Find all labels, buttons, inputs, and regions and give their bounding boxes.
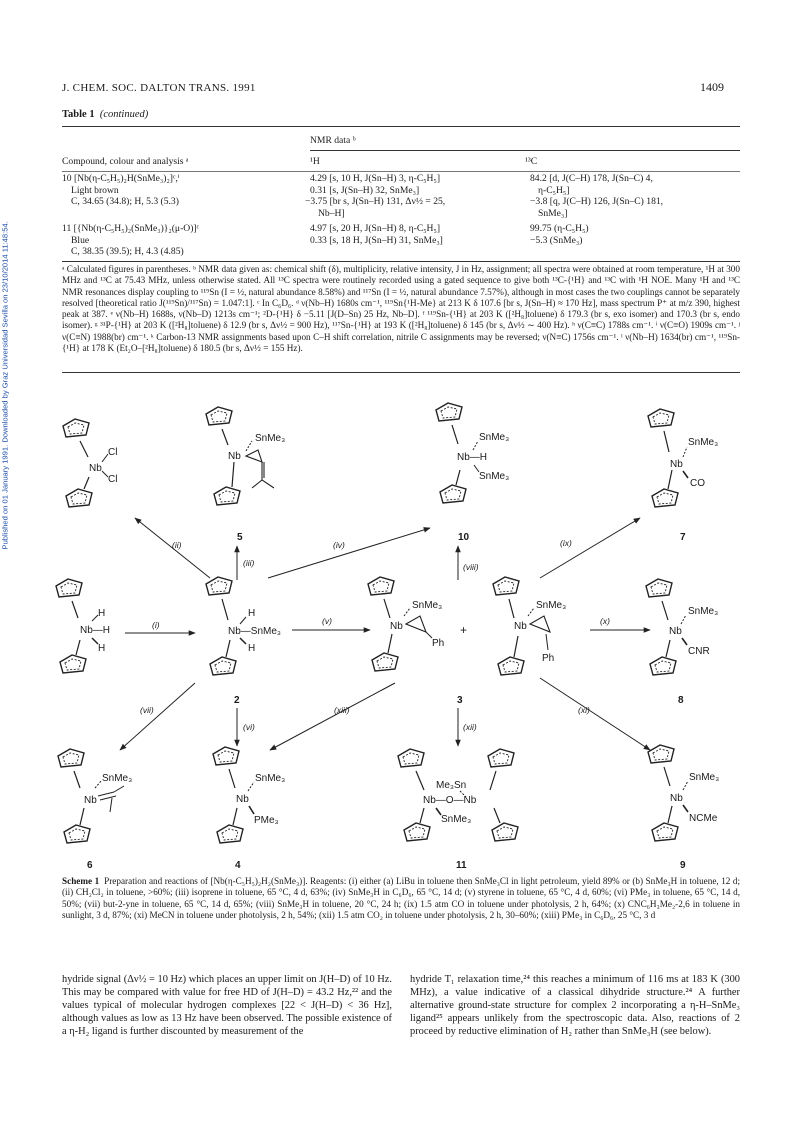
arrow-label-i: (i) [152, 620, 160, 630]
compound-formula: 10 [Nb(η-C₅H₅)₂H(SnMe₃)₂]ᶜ,ⁱ [62, 173, 180, 184]
table-row-11-1h [310, 223, 520, 246]
snme3-label: SnMe₃ [255, 433, 286, 444]
arrow-vii [120, 683, 195, 750]
body-column-left: hydride signal (Δν½ = 10 Hz) which places an upper limit on J(H–D) of 10 Hz. This may be compared with value for free HD of J(H–D) = 43.2 Hz,²² and the values typical of molecular hydrogen complexes [22 < J(H–D) < 36 Hz], although values as low as 13 Hz have been observed. The possible existence of a η-H₂ ligand is further discounted by measurement of the [62, 974, 392, 1037]
arrow-label-viii: (viii) [463, 562, 479, 572]
plus-sign: + [460, 623, 468, 637]
arrow-xi [540, 678, 650, 750]
arrow-label-x: (x) [600, 616, 610, 626]
compound-10 [436, 403, 509, 543]
compound-6 [58, 749, 132, 871]
cnr-label: CNR [688, 646, 710, 657]
body-column-right: hydride T₁ relaxation time,²⁴ this reaches a minimum of 116 ms at 183 K (300 MHz), a value indicative of a classical dihydride structure.²⁴ A further alternative ground-state structure for complex 2 incorporating a η-H–SnMe₃ ligand²⁵ appears unlikely from the spectroscopic data. Also, reactions of 2 proceed by reductive elimination of H₂ rather than SnMe₃H (see below). [410, 974, 740, 1037]
arrow-label-ii: (ii) [172, 540, 182, 550]
table-footnotes: ᵃ Calculated figures in parentheses. ᵇ NMR data given as: chemical shift (δ), multiplicity, relative intensity, J in Hz, assignment; all spectra were obtained at room temperature, ¹H at 300 MHz and ¹³C at 75.43 MHz, unless otherwise stated. All ¹³C spectra were routinely recorded using a gated sequence to give both ¹³C-{¹H} and ¹³C with ¹H NOE. Many ¹H and ¹³C NMR resonances display coupling to ¹¹⁹Sn (I = ½, natural abundance 8.58%) and ¹¹⁷Sn (I = ½, natural abundance 7.57%), although in most cases the two couplings cannot be separately resolved [theoretical ratio J(¹¹⁹Sn)/¹¹⁷Sn) = 1.047:1]. ᶜ In C₆D₆. ᵈ ν(Nb–H) 1680s cm⁻¹, ¹¹⁹Sn{¹H-Me} at 213 K δ 107.6 [br s, J(Sn–H) ≈ 170 Hz], mass spectrum P⁺ at m/z 390, highest peak at 387. ᵉ ν(Nb–H) 1688s, ν(Nb–D) 1213s cm⁻¹; ²D-{¹H} δ −5.11 [J(D–Sn) 25 Hz, Nb–D]. ᶠ ¹¹⁹Sn-{¹H} at 203 K ([²H₈]toluene) δ 179.3 (br s, exo isomer) and 170.3 (br s, endo isomer). ᵍ ³¹P-{¹H} at 203 K ([²H₈]toluene) δ 12.9 (br s, Δν½ = 900 Hz), ¹¹⁷Sn-{¹H} at 193 K ([²H₈]toluene) δ 145 (br s, Δν½ ∼ 400 Hz). ʰ ν(C≡C) 1788s cm⁻¹. ⁱ ν(C≡O) 1909s cm⁻¹. ʲ ν(C≡N) 1988(br) cm⁻¹. ᵏ Carbon-13 NMR assignments based upon C–H shift correlation, nitrile C assignments may be reversed; ν(N≡C) 1756s cm⁻¹. ˡ ν(Nb–H) 1634(br) cm⁻¹, ¹¹⁹Sn-{¹H} at 178 K (Et₂O–[²H₈]toluene) δ 180.5 (br s, Δν½ = 155 Hz). [62, 264, 740, 354]
snme3-label: SnMe₃ [412, 600, 443, 611]
arrow-label-xiii: (xiii) [334, 705, 350, 715]
c13-line: SnMe₃] [538, 207, 568, 219]
nmr-header-rule [310, 150, 740, 151]
nb-label: Nb [84, 795, 97, 806]
snme3-label: SnMe₃ [441, 814, 472, 825]
nb-h-label: Nb—H [80, 625, 111, 636]
snme3-label: SnMe₃ [479, 432, 510, 443]
c13-line: −3.8 [q, J(C–H) 126, J(Sn–C) 181, [530, 196, 664, 208]
compound-7 [648, 409, 718, 543]
compound-4 [213, 747, 285, 871]
snme3-label: SnMe₃ [688, 606, 719, 617]
nmr-header: NMR data ᵇ [310, 135, 356, 146]
c13-line: η-C₅H₅] [538, 184, 570, 196]
table-row-10-1h [305, 173, 520, 219]
arrow-label-v: (v) [322, 616, 332, 626]
scheme-caption [62, 876, 740, 922]
compound-9 [648, 745, 719, 871]
h1-line: 4.29 [s, 10 H, J(Sn–H) 3, η-C₅H₅] [310, 173, 441, 184]
compound-5 [206, 407, 285, 543]
header-rule [62, 171, 740, 172]
ncme-label: NCMe [689, 813, 718, 824]
cl-label: Cl [108, 447, 118, 458]
h1-line: 0.31 [s, J(Sn–H) 32, SnMe₃] [310, 184, 420, 196]
h1-line: 0.33 [s, 18 H, J(Sn–H) 31, SnMe₃] [310, 234, 443, 246]
arrow-label-iii: (iii) [243, 558, 255, 568]
nb-label: Nb [89, 463, 102, 474]
compound-nbh3 [56, 579, 110, 673]
page-number: 1409 [700, 80, 724, 94]
c13-line: −5.3 (SnMe₃) [530, 234, 583, 246]
nb-snme3-label: Nb—SnMe₃ [228, 626, 281, 637]
compound-number: 3 [457, 695, 463, 706]
compound-nbcl2 [63, 419, 117, 507]
compound-number: 5 [237, 532, 243, 543]
h-label: H [98, 608, 106, 619]
c13-line: 99.75 (η-C₅H₅) [530, 223, 589, 234]
table-title-note: (continued) [99, 109, 149, 120]
compound-formula: 11 [{Nb(η-C₅H₅)₂(SnMe₃)}₂(μ-O)]ᶜ [62, 223, 200, 234]
download-stamp: Published on 01 January 1991. Downloaded by Graz Universidad Sevilla on 23/10/2014 11:48:54. [0, 221, 10, 550]
h1-line: 4.97 [s, 20 H, J(Sn–H) 8, η-C₅H₅] [310, 223, 441, 234]
compound-number: 4 [235, 860, 241, 871]
h1-line: Nb–H] [318, 207, 345, 219]
table-top-rule [62, 126, 740, 127]
me3sn-label: Me₃Sn [436, 780, 467, 791]
compound-analysis: C, 38.35 (39.5); H, 4.3 (4.85) [71, 246, 184, 258]
col-compound: Compound, colour and analysis ᵃ [62, 156, 189, 167]
scheme-caption-title: Scheme 1 [62, 876, 100, 886]
compound-colour: Light brown [71, 184, 119, 196]
h1-line: −3.75 [br s, J(Sn–H) 131, Δν½ = 25, [305, 196, 446, 208]
h-label: H [248, 608, 256, 619]
arrow-iv [268, 528, 430, 578]
compound-8 [646, 579, 718, 706]
compound-3 [368, 577, 566, 706]
table-title [62, 109, 148, 120]
cl-label: Cl [108, 474, 118, 485]
compound-number: 7 [680, 532, 686, 543]
arrow-label-ix: (ix) [560, 538, 572, 548]
snme3-label: SnMe₃ [479, 471, 510, 482]
compound-analysis: C, 34.65 (34.8); H, 5.3 (5.3) [71, 196, 179, 208]
table-row-10-compound [62, 173, 302, 208]
compound-number: 8 [678, 695, 684, 706]
table-bottom-rule [62, 261, 740, 262]
pme3-label: PMe₃ [254, 815, 279, 826]
nb-label: Nb [670, 793, 683, 804]
table-row-11-13c [530, 223, 740, 246]
arrow-label-vii: (vii) [140, 705, 154, 715]
journal-header: J. CHEM. SOC. DALTON TRANS. 1991 [62, 82, 256, 94]
nb-label: Nb [228, 451, 241, 462]
col-1h: ¹H [310, 156, 320, 167]
compound-2 [206, 577, 281, 706]
nb-label: Nb [236, 794, 249, 805]
compound-number: 10 [458, 532, 470, 543]
c13-line: 84.2 [d, J(C–H) 178, J(Sn–C) 4, [530, 173, 653, 184]
snme3-label: SnMe₃ [689, 772, 720, 783]
snme3-label: SnMe₃ [536, 600, 567, 611]
nb-label: Nb [670, 459, 683, 470]
table-row-11-compound [62, 223, 302, 258]
co-label: CO [690, 478, 705, 489]
nb-label: Nb [514, 621, 527, 632]
table-row-10-13c [530, 173, 740, 219]
compound-number: 2 [234, 695, 240, 706]
arrow-label-xii: (xii) [463, 722, 477, 732]
reaction-arrows [120, 518, 650, 750]
ph-label: Ph [542, 653, 555, 664]
compound-11 [398, 749, 518, 871]
snme3-label: SnMe₃ [688, 437, 719, 448]
compound-number: 9 [680, 860, 686, 871]
nb-o-nb-label: Nb—O—Nb [423, 795, 477, 806]
table-label: Table 1 [62, 109, 95, 120]
arrow-ix [540, 518, 640, 578]
col-13c: ¹³C [525, 156, 538, 167]
nb-label: Nb [669, 626, 682, 637]
footnote-rule [62, 372, 740, 373]
h-label: H [248, 643, 256, 654]
ph-label: Ph [432, 638, 445, 649]
snme3-label: SnMe₃ [255, 773, 286, 784]
arrow-label-vi: (vi) [243, 722, 255, 732]
arrow-label-iv: (iv) [333, 540, 345, 550]
nb-label: Nb [390, 621, 403, 632]
arrow-label-xi: (xi) [578, 705, 590, 715]
compound-colour: Blue [71, 234, 90, 246]
nb-h-label: Nb—H [457, 452, 488, 463]
compound-number: 11 [456, 860, 467, 871]
snme3-label: SnMe₃ [102, 773, 133, 784]
scheme-caption-text: Preparation and reactions of [Nb(η-C₅H₅)₂H₂(SnMe₃)]. Reagents: (i) either (a) LiBu in toluene then SnMe₃Cl in light petroleum, yield 89% or (b) SnMe₃H in toluene, 12 d; (ii) CH₂Cl₂ in toluene, >60%; (iii) isoprene in toluene, 65 °C, 4 d, 63%; (iv) SnMe₃H in C₆D₆, 65 °C, 14 d; (v) styrene in toluene, 65 °C, 4 d, 60%; (vi) PMe₃ in toluene, 65 °C, 14 d, 50%; (vii) but-2-yne in toluene, 65 °C, 14 d, 65%; (viii) SnMe₃H in toluene, 20 °C, 24 h; (ix) 1.5 atm CO in toluene under photolysis, 2 h, 64%; (x) CNC₆H₃Me₂-2,6 in toluene in sunlight, 3 d, 87%; (xi) MeCN in toluene under photolysis, 2 h, 54%; (xii) 1.5 atm CO₂ in toluene under photolysis, 2 h, 30–60%; (xiii) PMe₃ in C₆D₆, 25 °C, 3 d [62, 876, 741, 921]
arrow-xiii [270, 683, 395, 750]
reaction-scheme [0, 378, 792, 871]
h-label: H [98, 643, 106, 654]
compound-number: 6 [87, 860, 93, 871]
